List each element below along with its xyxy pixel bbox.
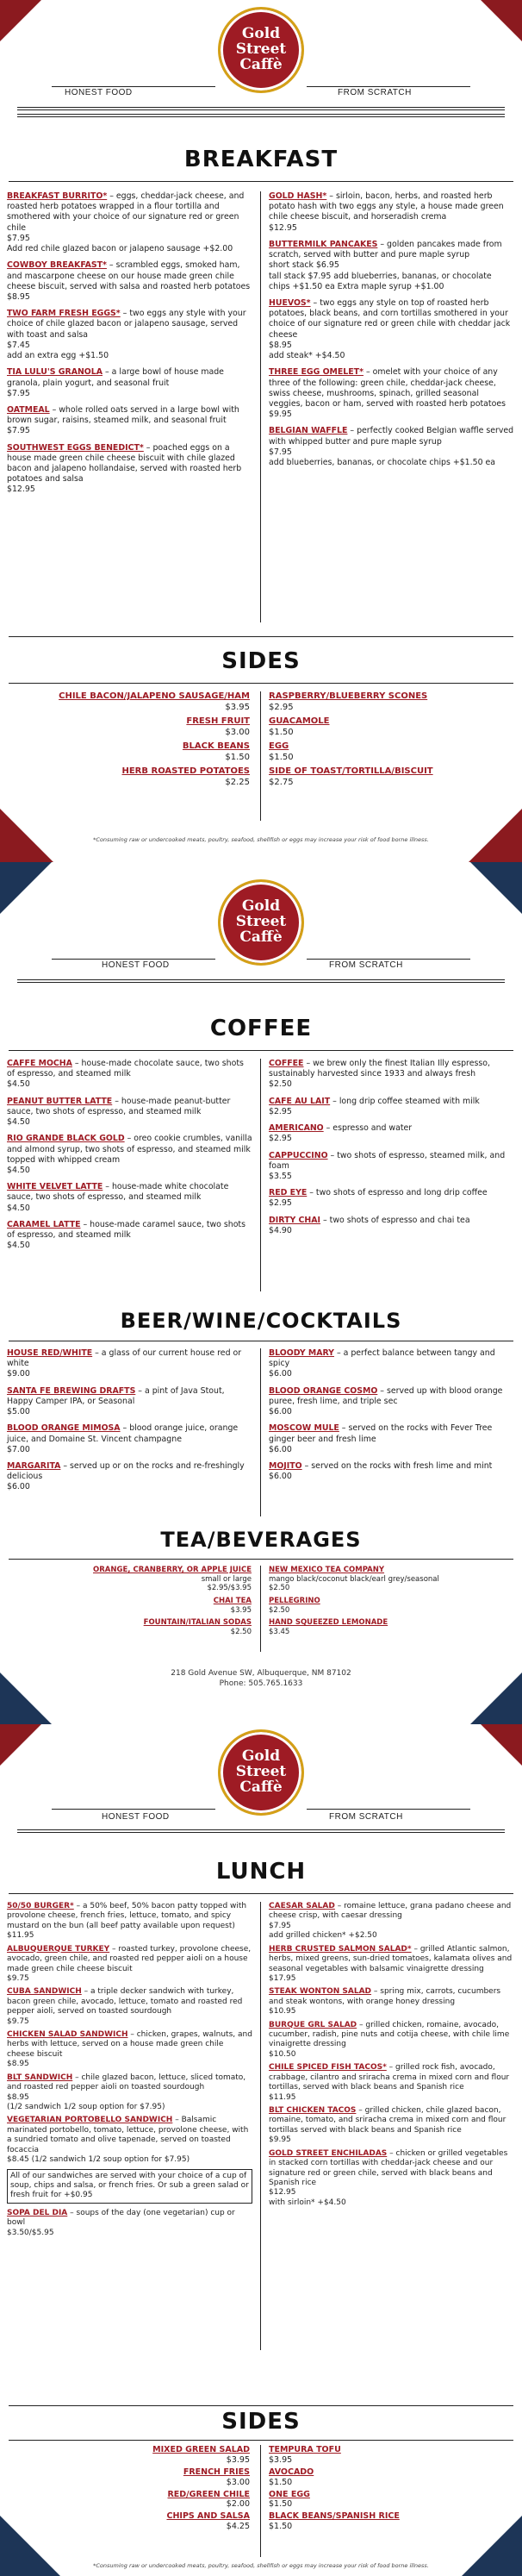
menu-item: CAPPUCCINO – two shots of espresso, steamed milk, and foam $3.55 — [269, 1150, 506, 1181]
side-item: ONE EGG $1.50 — [269, 2489, 310, 2510]
corner-triangle-decoration — [0, 862, 52, 914]
divider — [17, 1829, 505, 1833]
menu-item: OATMEAL – whole rolled oats served in a large bowl with brown sugar, raisins, steamed milk, and seasonal fruit $7.95 — [7, 404, 239, 436]
side-item: RASPBERRY/BLUEBERRY SCONES $2.95 — [269, 691, 428, 712]
breakfast-page — [0, 0, 522, 862]
corner-triangle-decoration — [0, 1724, 41, 1766]
menu-item: MARGARITA – served up or on the rocks and re-freshingly delicious $6.00 — [7, 1460, 245, 1492]
menu-item: BLOODY MARY – a perfect balance between tangy and spicy $6.00 — [269, 1348, 495, 1379]
side-item: AVOCADO $1.50 — [269, 2467, 314, 2487]
beer-right-column — [269, 1348, 515, 1488]
gold-street-logo: Gold Street Caffè — [218, 879, 304, 966]
divider — [52, 1809, 215, 1810]
section-title-sides: SIDES — [221, 648, 301, 674]
menu-item: BREAKFAST BURRITO* – eggs, cheddar-jack cheese, and roasted herb potatoes wrapped in a flour tortilla and smothered with your choice of our signature red or green chile $7.95 Add red chile glazed bacon or jalapeno sausage +$2.00 — [7, 191, 245, 254]
menu-item: HUEVOS* – two eggs any style on top of roasted herb potatoes, black beans, and corn tortillas smothered in your choice of our signature red or green chile with cheddar jack cheese $8.95 add steak* +$4.50 — [269, 297, 511, 361]
side-item: HAND SQUEEZED LEMONADE $3.45 — [269, 1618, 388, 1636]
menu-item: ALBUQUERQUE TURKEY – roasted turkey, provolone cheese, avocado, green chile, and roasted red pepper aioli on a house made green chile cheese biscuit $9.75 — [7, 1944, 252, 1983]
side-item: HERB ROASTED POTATOES $2.25 — [121, 766, 250, 787]
tagline-left: HONEST FOOD — [102, 960, 170, 970]
column-divider — [260, 1059, 261, 1291]
sides-left-column — [17, 2445, 250, 2534]
side-item: CHILE BACON/JALAPENO SAUSAGE/HAM $3.95 — [59, 691, 250, 712]
side-item: NEW MEXICO TEA COMPANY mango black/coconut black/earl grey/seasonal $2.50 — [269, 1566, 439, 1593]
menu-item: BLOOD ORANGE MIMOSA – blood orange juice, orange juice, and Domaine St. Vincent champagne $7.00 — [7, 1423, 239, 1454]
side-item: GUACAMOLE $1.50 — [269, 716, 330, 737]
menu-item: PEANUT BUTTER LATTE – house-made peanut-butter sauce, two shots of espresso, and steamed milk $4.50 — [7, 1096, 231, 1128]
menu-item: STEAK WONTON SALAD – spring mix, carrots, cucumbers and steak wontons, with orange honey dressing $10.95 — [269, 1987, 501, 2016]
menu-item: TIA LULU'S GRANOLA – a large bowl of house made granola, plain yogurt, and seasonal fruit $7.95 — [7, 367, 224, 398]
lunch-left-column — [7, 1902, 252, 2241]
section-title-tea-beverages: TEA/BEVERAGES — [160, 1528, 362, 1552]
lunch-right-column — [269, 1902, 515, 2211]
corner-triangle-decoration — [470, 862, 522, 914]
divider — [52, 959, 215, 960]
sides-left-column — [17, 691, 250, 791]
menu-item: 50/50 BURGER* – a 50% beef, 50% bacon patty topped with provolone cheese, french fries, lettuce, tomato, and spicy mustard on the bun (all beef patty available upon request) $11.95 — [7, 1902, 247, 1941]
menu-item: RED EYE – two shots of espresso and long drip coffee $2.95 — [269, 1188, 488, 1209]
divider — [17, 979, 505, 983]
divider — [9, 1893, 513, 1894]
menu-item: CAFE AU LAIT – long drip coffee steamed with milk $2.95 — [269, 1096, 480, 1116]
tagline-right: FROM SCRATCH — [329, 1812, 403, 1822]
divider — [9, 683, 513, 684]
corner-triangle-decoration — [469, 809, 522, 862]
menu-item: VEGETARIAN PORTOBELLO SANDWICH – Balsamic marinated portobello, tomato, lettuce, provolone cheese, with a sundried tomato and olive tapenade, served on toasted focaccia $8.45 (1/2 sandwich 1/2 soup option for $7.95) — [7, 2116, 249, 2165]
column-divider — [260, 2445, 261, 2557]
divider — [9, 2405, 513, 2406]
sides-right-column — [269, 691, 501, 791]
tagline-right: FROM SCRATCH — [338, 88, 412, 97]
gold-street-logo: Gold Street Caffè — [218, 7, 304, 93]
menu-item: CAFFE MOCHA – house-made chocolate sauce, two shots of espresso, and steamed milk $4.50 — [7, 1059, 244, 1090]
sandwich-side-note: All of our sandwiches are served with your choice of a cup of soup, chips and salsa, or french fries. Or sub a green salad or fresh fruit for +$0.95 — [7, 2169, 252, 2204]
breakfast-left-column — [7, 191, 252, 502]
section-title-breakfast: BREAKFAST — [183, 147, 339, 172]
side-item: ORANGE, CRANBERRY, OR APPLE JUICE small or large $2.95/$3.95 — [93, 1566, 252, 1593]
side-item: BLACK BEANS $1.50 — [182, 741, 250, 762]
menu-item: BLOOD ORANGE COSMO – served up with blood orange puree, fresh lime, and triple sec $6.00 — [269, 1385, 503, 1417]
menu-item: BELGIAN WAFFLE – perfectly cooked Belgian waffle served with whipped butter and pure maple syrup $7.95 add blueberries, bananas, or chocolate chips +$1.50 ea — [269, 426, 514, 468]
menu-item: SANTA FE BREWING DRAFTS – a pint of Java Stout, Happy Camper IPA, or Seasonal $5.00 — [7, 1385, 225, 1417]
tea-left-column — [26, 1566, 252, 1640]
column-divider — [260, 1902, 261, 2350]
gold-street-logo: Gold Street Caffè — [218, 1729, 304, 1816]
section-title-lunch: LUNCH — [215, 1859, 307, 1885]
menu-item: HOUSE RED/WHITE – a glass of our current house red or white $9.00 — [7, 1348, 242, 1379]
menu-item: DIRTY CHAI – two shots of espresso and chai tea $4.90 — [269, 1215, 470, 1235]
menu-item: COWBOY BREAKFAST* – scrambled eggs, smoked ham, and mascarpone cheese on our house made green chile cheese biscuit, served with salsa and roasted herb potatoes $8.95 — [7, 260, 251, 302]
divider — [17, 114, 505, 117]
menu-item: THREE EGG OMELET* – omelet with your choice of any three of the following: green chile, cheddar-jack cheese, swiss cheese, mushrooms, spinach, grilled seasonal veggies, bacon or ham, served with roasted herb potatoes $9.95 — [269, 367, 506, 420]
drinks-page — [0, 862, 522, 1724]
beer-left-column — [7, 1348, 252, 1499]
street-address: 218 Gold Avenue SW, Albuquerque, NM 87102 — [171, 1669, 351, 1678]
side-item: FRESH FRUIT $3.00 — [186, 716, 250, 737]
menu-item: BLT SANDWICH – chile glazed bacon, lettuce, sliced tomato, and roasted red pepper aioli on toasted sourdough $8.95 — [7, 2073, 246, 2102]
side-item: BLACK BEANS/SPANISH RICE $1.50 — [269, 2511, 400, 2532]
menu-item: CARAMEL LATTE – house-made caramel sauce, two shots of espresso, and steamed milk $4.50 — [7, 1219, 245, 1251]
food-safety-disclaimer: *Consuming raw or undercooked meats, poultry, seafood, shellfish or eggs may increase your risk of food borne illness. — [93, 836, 429, 843]
tagline-left: HONEST FOOD — [65, 88, 133, 97]
side-item: CHIPS AND SALSA $4.25 — [166, 2511, 250, 2532]
menu-item: CAESAR SALAD – romaine lettuce, grana padano cheese and cheese crisp, with caesar dressing $7.95 add grilled chicken* +$2.50 — [269, 1902, 512, 1941]
menu-item: BLT CHICKEN TACOS – grilled chicken, chile glazed bacon, romaine, tomato, and sriracha crema in mixed corn and flour tortillas served with black beans and Spanish rice $9.95 — [269, 2106, 506, 2145]
phone-number: Phone: 505.765.1633 — [219, 1679, 303, 1688]
divider — [9, 181, 513, 182]
corner-triangle-decoration — [0, 809, 53, 862]
food-safety-disclaimer: *Consuming raw or undercooked meats, poultry, seafood, shellfish or eggs may increase your risk of food borne illness. — [93, 2562, 429, 2569]
side-item: FOUNTAIN/ITALIAN SODAS $2.50 — [143, 1618, 252, 1636]
side-item: FRENCH FRIES $3.00 — [183, 2467, 250, 2487]
menu-item: AMERICANO – espresso and water $2.95 — [269, 1123, 413, 1144]
half-sandwich-option: (1/2 sandwich 1/2 soup option for $7.95) — [7, 2103, 165, 2112]
menu-item: COFFEE – we brew only the finest Italian Illy espresso, sustainably harvested since 1933 and always fresh $2.50 — [269, 1059, 490, 1090]
corner-triangle-decoration — [481, 0, 522, 41]
menu-item: CUBA SANDWICH – a triple decker sandwich with turkey, bacon green chile, avocado, lettuce, tomato and roasted red pepper aioli, served on toasted sourdough $9.75 — [7, 1987, 243, 2026]
divider — [9, 2440, 513, 2441]
divider — [9, 636, 513, 637]
column-divider — [260, 1566, 261, 1652]
divider — [9, 1559, 513, 1560]
section-title-sides: SIDES — [221, 2409, 301, 2435]
side-item: EGG $1.50 — [269, 741, 294, 762]
side-item: TEMPURA TOFU $3.95 — [269, 2445, 341, 2465]
column-divider — [260, 691, 261, 821]
side-item: CHAI TEA $3.95 — [213, 1596, 252, 1615]
side-item: RED/GREEN CHILE $2.00 — [167, 2489, 250, 2510]
menu-item: GOLD STREET ENCHILADAS – chicken or grilled vegetables in stacked corn tortillas with cheddar-jack cheese and our signature red or green chile, served with black beans and Spanish rice $12.95 with sirloin* +$4.50 — [269, 2148, 508, 2207]
breakfast-right-column — [269, 191, 515, 474]
menu-item: CHILE SPICED FISH TACOS* – grilled rock fish, avocado, crabbage, cilantro and sriracha crema in mixed corn and flour tortillas, served with black beans and Spanish rice $11.95 — [269, 2063, 510, 2102]
menu-item: MOSCOW MULE – served on the rocks with Fever Tree ginger beer and fresh lime $6.00 — [269, 1423, 493, 1454]
side-item: SIDE OF TOAST/TORTILLA/BISCUIT $2.75 — [269, 766, 433, 787]
tea-right-column — [269, 1566, 494, 1640]
divider — [307, 1809, 470, 1810]
menu-item: BURQUE GRL SALAD – grilled chicken, romaine, avocado, cucumber, radish, pine nuts and cotija cheese, with chile lime vinaigrette dressing $10.50 — [269, 2020, 510, 2059]
section-title-beer-wine-cocktails: BEER/WINE/COCKTAILS — [120, 1309, 402, 1333]
menu-item: MOJITO – served on the rocks with fresh lime and mint $6.00 — [269, 1460, 493, 1482]
menu-item: WHITE VELVET LATTE – house-made white chocolate sauce, two shots of espresso, and steamed milk $4.50 — [7, 1182, 229, 1213]
corner-triangle-decoration — [0, 0, 41, 41]
column-divider — [260, 191, 261, 622]
divider — [307, 86, 470, 87]
menu-item: SOPA DEL DIA – soups of the day (one vegetarian) cup or bowl $3.50/$5.95 — [7, 2208, 235, 2237]
section-title-coffee: COFFEE — [209, 1016, 313, 1041]
coffee-right-column — [269, 1059, 515, 1242]
side-item: PELLEGRINO $2.50 — [269, 1596, 320, 1615]
coffee-left-column — [7, 1059, 252, 1258]
lunch-page — [0, 1724, 522, 2576]
sides-right-column — [269, 2445, 493, 2534]
menu-item: GOLD HASH* – sirloin, bacon, herbs, and roasted herb potato hash with two eggs any style, a house made green chile cheese biscuit, and horseradish crema $12.95 — [269, 191, 504, 233]
menu-item: HERB CRUSTED SALMON SALAD* – grilled Atlantic salmon, herbs, mixed greens, sun-dried tomatoes, kalamata olives and seasonal vegetables with balsamic vinaigrette dressing $17.95 — [269, 1944, 513, 1983]
menu-item: BUTTERMILK PANCAKES – golden pancakes made from scratch, served with butter and pure maple syrup short stack $6.95 tall stack $7.95 add blueberries, bananas, or chocolate chips +$1.50 ea Extra maple syrup +$1.00 — [269, 239, 502, 291]
side-item: MIXED GREEN SALAD $3.95 — [152, 2445, 250, 2465]
divider — [17, 107, 505, 110]
menu-item: SOUTHWEST EGGS BENEDICT* – poached eggs on a house made green chile cheese biscuit with chile glazed bacon and jalapeno hollandaise, served with roasted herb potatoes and salsa $12.95 — [7, 442, 242, 495]
divider — [307, 959, 470, 960]
divider — [9, 1050, 513, 1051]
menu-item: CHICKEN SALAD SANDWICH – chicken, grapes, walnuts, and herbs with lettuce, served on a house made green chile cheese biscuit $8.95 — [7, 2030, 252, 2069]
divider — [52, 86, 215, 87]
menu-item: RIO GRANDE BLACK GOLD – oreo cookie crumbles, vanilla and almond syrup, two shots of espresso, and steamed milk topped with whipped cream $4.50 — [7, 1134, 252, 1175]
tagline-right: FROM SCRATCH — [329, 960, 403, 970]
menu-item: TWO FARM FRESH EGGS* – two eggs any style with your choice of chile glazed bacon or jalapeno sausage, served with toast and salsa $7.45 add an extra egg +$1.50 — [7, 309, 246, 361]
restaurant-address — [0, 1669, 522, 1689]
corner-triangle-decoration — [481, 1724, 522, 1766]
column-divider — [260, 1348, 261, 1516]
tagline-left: HONEST FOOD — [102, 1812, 170, 1822]
